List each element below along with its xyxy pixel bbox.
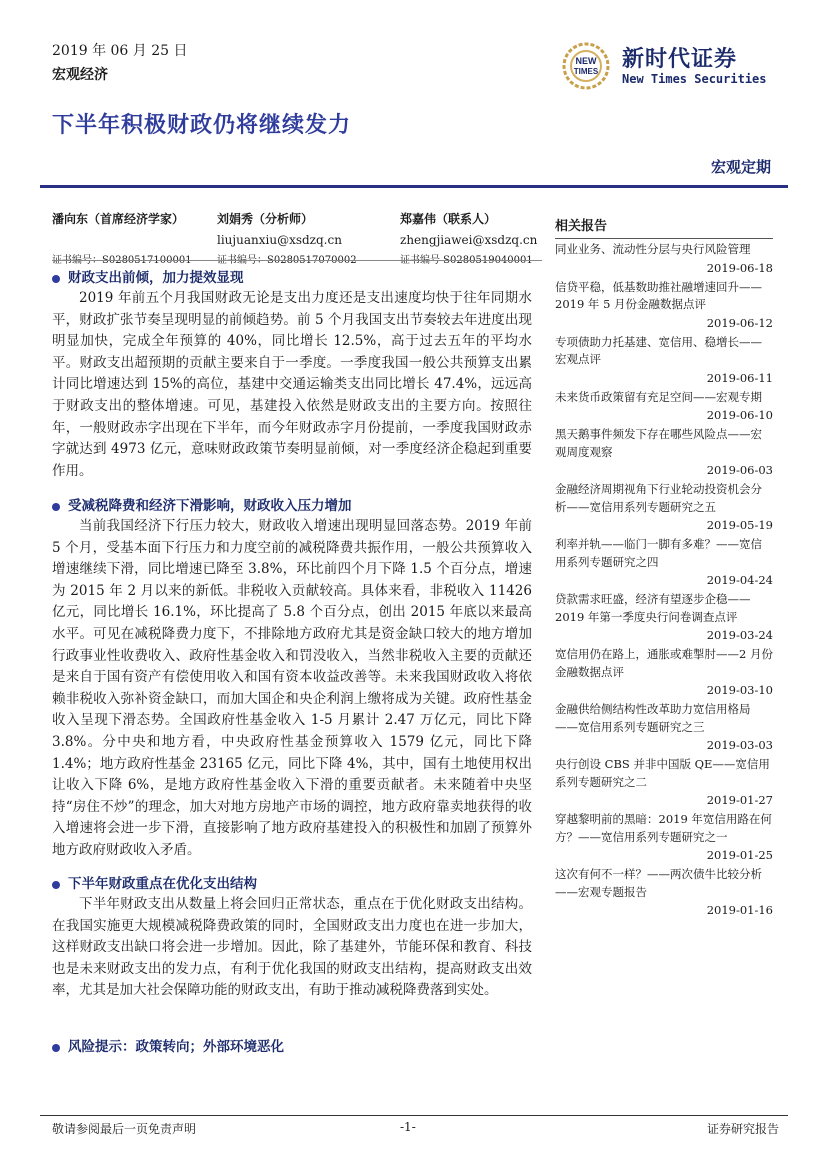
bullet-icon	[52, 503, 60, 511]
report-type: 宏观定期	[710, 158, 771, 176]
section-heading: 财政支出前倾，加力提效显现	[52, 266, 244, 286]
company-logo	[558, 40, 768, 92]
footer-report-label: 证券研究报告	[706, 1122, 779, 1136]
author-1	[52, 210, 192, 266]
section-paragraph: 下半年财政支出从数量上将会回归正常状态，重点在于优化财政支出结构。在我国实施更大规模减税降费政策的同时，全国财政支出力度也在进一步加大，这样财政支出缺口将会进一步增加。因此，除了基建外，节能环保和教育、科技也是未来财政支出的发力点，有利于优化我国的财政支出结构，提高财政支出效率，尤其是加大社会保障功能的财政支出，有助于推动减税降费落到实处。	[52, 896, 532, 999]
related-report-title[interactable]: 利率并轨——临门一脚有多难？——宽信用系列专题研究之四	[555, 537, 762, 569]
related-report-date: 2019-06-11	[706, 370, 773, 385]
footer-divider	[40, 1115, 788, 1116]
author-name: 刘娟秀（分析师）	[217, 212, 314, 226]
related-report-date: 2019-04-24	[706, 573, 773, 587]
section-paragraph: 当前我国经济下行压力较大，财政收入增速出现明显回落态势。2019 年前 5 个月，受基本面下行压力和力度空前的减税降费共振作用，一般公共预算收入增速继续下滑，同比增速已降至 3.8%，环比前四个月下降 1.5 个百分点，增速为 2015 年 2 月以来的新低。非税收入贡献较高。具体来看，非税收入 11426 亿元，同比增长 16.1%，环比提高了 5.8 个百分点，创出 2015 年底以来最高水平。可见在减税降费力度下，不排除地方政府尤其是资金缺口较大的地方增加行政事业性收费收入、政府性基金收入和罚没收入，当然非税收入主要的贡献还是来自于国有资产有偿使用收入和国有资本收益改善等。未来我国财政收入将依赖非税收入弥补资金缺口，而加大国企和央企利润上缴将成为关键。政府性基金收入呈现下滑态势。全国政府性基金收入 1-5 月累计 2.47 万亿元，同比下降 3.8%。分中央和地方看，中央政府性基金预算收入 1579 亿元，同比下降 1.4%；地方政府性基金 23165 亿元，同比下降 4%，其中，国有土地使用权出让收入下降 6%，是地方政府性基金收入下滑的重要贡献者。未来随着中央坚持“房住不炒”的理念，加大对地方房地产市场的调控，地方政府靠卖地获得的收入增速将会进一步下滑，直接影响了地方政府基建投入的积极性和加剧了预算外地方政府财政收入矛盾。	[52, 518, 532, 858]
related-reports-title: 相关报告	[555, 219, 608, 234]
author-cert	[52, 251, 192, 266]
related-report-title[interactable]: 专项债助力托基建、宽信用、稳增长——宏观点评	[555, 334, 762, 366]
related-report-item[interactable]	[555, 646, 773, 699]
report-date: 2019 年 06 月 25 日	[52, 43, 188, 59]
related-reports	[555, 215, 773, 919]
related-report-item[interactable]	[555, 334, 773, 387]
related-report-title[interactable]: 未来货币政策留有充足空间——宏观专期	[555, 389, 762, 404]
related-report-item[interactable]	[555, 866, 773, 919]
author-cert	[400, 251, 537, 266]
svg-text:TIMES: TIMES	[573, 67, 599, 76]
related-report-item[interactable]	[555, 591, 773, 644]
related-report-title[interactable]: 信贷平稳，低基数助推社融增速回升——2019 年 5 月份金融数据点评	[555, 279, 762, 311]
related-report-title[interactable]: 贷款需求旺盛，经济有望逐步企稳——2019 年第一季度央行问卷调查点评	[555, 592, 751, 624]
related-report-item[interactable]	[555, 279, 773, 332]
risk-warning: 风险提示：政策转向；外部环境恶化	[52, 1035, 284, 1055]
logo-english-name: New Times Securities	[622, 72, 767, 86]
sidebar-divider	[555, 238, 773, 239]
related-report-item[interactable]	[555, 811, 773, 864]
related-report-date: 2019-06-12	[706, 315, 773, 330]
related-report-date: 2019-01-16	[706, 903, 773, 917]
page-title: 下半年积极财政仍将继续发力	[52, 112, 352, 138]
logo-chinese-name: 新时代证券	[622, 46, 738, 72]
author-name: 潘向东（首席经济学家）	[52, 212, 185, 226]
related-report-title[interactable]: 央行创设 CBS 并非中国版 QE——宽信用系列专题研究之二	[555, 757, 770, 789]
related-report-date: 2019-01-27	[706, 793, 773, 807]
author-name: 郑嘉伟（联系人）	[400, 212, 497, 226]
page-number: -1-	[400, 1120, 416, 1134]
related-report-title[interactable]: 金融经济周期视角下行业轮动投资机会分析——宽信用系列专题研究之五	[555, 482, 762, 514]
related-report-date: 2019-01-25	[706, 848, 773, 862]
related-report-title[interactable]: 宽信用仍在路上，通胀或难掣肘——2 月份金融数据点评	[555, 647, 773, 679]
related-report-item[interactable]	[555, 701, 773, 754]
related-report-title[interactable]: 穿越黎明前的黑暗：2019 年宽信用路在何方？——宽信用系列专题研究之一	[555, 812, 772, 844]
bullet-icon	[52, 275, 60, 283]
section-heading: 受减税降费和经济下滑影响，财政收入压力增加	[52, 494, 352, 514]
section-heading: 下半年财政重点在优化支出结构	[52, 872, 257, 892]
report-category: 宏观经济	[52, 67, 108, 83]
related-report-title[interactable]: 这次有何不一样？——两次债牛比较分析——宏观专题报告	[555, 867, 762, 899]
author-email[interactable]: zhengjiawei@xsdzq.cn	[400, 233, 538, 247]
author-cert	[217, 251, 357, 266]
related-report-date: 2019-03-24	[706, 628, 773, 642]
related-report-date: 2019-03-03	[706, 738, 773, 752]
bullet-icon	[52, 1044, 60, 1052]
related-report-item[interactable]	[555, 536, 773, 589]
related-report-title[interactable]: 金融供给侧结构性改革助力宽信用格局——宽信用系列专题研究之三	[555, 702, 751, 734]
footer-disclaimer[interactable]: 敬请参阅最后一页免责声明	[52, 1122, 197, 1136]
related-report-item[interactable]	[555, 481, 773, 534]
related-report-date: 2019-03-10	[706, 683, 773, 697]
author-2	[217, 210, 357, 266]
related-report-date: 2019-06-10	[706, 408, 773, 422]
related-report-date: 2019-06-18	[706, 260, 773, 275]
related-report-title[interactable]: 黑天鹅事件频发下存在哪些风险点——宏观周度观察	[555, 427, 762, 459]
author-email[interactable]: liujuanxiu@xsdzq.cn	[217, 233, 342, 247]
header-divider	[40, 185, 788, 188]
logo-mark-icon	[558, 40, 614, 92]
related-report-item[interactable]	[555, 241, 773, 277]
related-report-title[interactable]: 同业业务、流动性分层与央行风险管理	[555, 242, 751, 256]
related-report-item[interactable]	[555, 426, 773, 479]
bullet-icon	[52, 881, 60, 889]
related-report-item[interactable]	[555, 389, 773, 425]
author-3	[400, 210, 537, 266]
author-email	[52, 233, 192, 247]
related-report-item[interactable]	[555, 756, 773, 809]
related-report-date: 2019-05-19	[706, 518, 773, 532]
section-paragraph: 2019 年前五个月我国财政无论是支出力度还是支出速度均快于往年同期水平，财政扩张节奏呈现明显的前倾趋势。前 5 个月我国支出节奏较去年进度出现明显加快，完成全年预算的 40%，同比增长 12.5%，高于过去五年的平均水平。财政支出超预期的贡献主要来自于一季度。一季度我国一般公共预算支出累计同比增速达到 15%的高位，基建中交通运输类支出同比增长 47.4%，远远高于财政支出的整体增速。可见，基建投入依然是财政支出的主要方向。按照往年，一般财政赤字出现在下半年，而今年财政赤字月份提前，一季度我国财政赤字就达到 4973 亿元，意味财政政策节奏明显前倾，对一季度经济企稳起到重要作用。	[52, 290, 532, 479]
author-divider	[52, 260, 542, 261]
svg-text:NEW: NEW	[575, 56, 597, 66]
related-report-date: 2019-06-03	[706, 463, 773, 477]
author-block	[52, 210, 542, 258]
